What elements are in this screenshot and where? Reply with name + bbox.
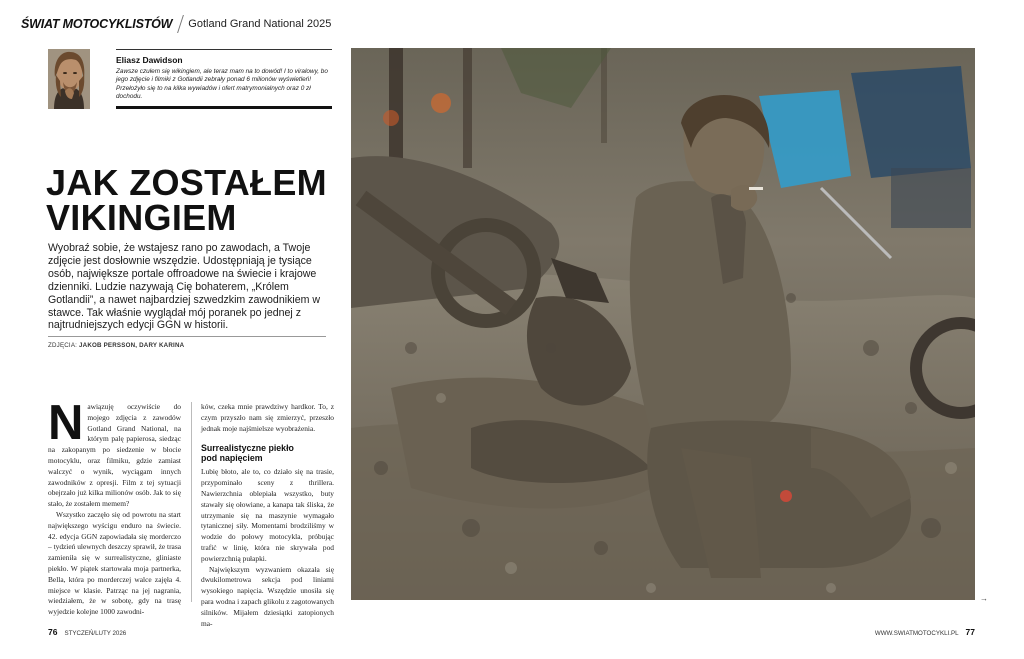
article-subhead: [201, 443, 334, 463]
subhead-line-1: Surrealistyczne piekło: [201, 443, 294, 454]
author-quote: Zawsze czułem się wikingiem, ale teraz mam na to dowód! I to viralowy, bo jego zdjęcie i filmiki z Gotlandii zebrały ponad 6 milionów wyświetleń! Przełożyło się to na kilka wywiadów i ofert matrymonialnych oraz 0 zł dochodu.: [116, 68, 328, 101]
subhead-line-2: pod napięciem: [201, 453, 263, 464]
photo-credit: [48, 342, 184, 349]
author-name: Eliasz Dawidson: [116, 55, 183, 65]
drop-cap: N: [48, 396, 84, 450]
body-column-1: [48, 396, 181, 618]
article-headline: [46, 162, 327, 238]
body-paragraph: Lubię błoto, ale to, co działo się na trasie, przypominało sceny z thrillera. Nawierzchnia oblepiała wszystko, buty stawały się ołowiane, a kanapa tak śliska, że utrzymanie się na maszynie wymagało tytanicznej siły. Momentami brodziliśmy w wodzie do połowy motocykla, próbując trafić w linię, która nie skrywała pod powierzchnią pułapki.: [201, 467, 334, 563]
paragraph-text: awiązuję oczywiście do mojego zdjęcia z zawodów Gotland Grand National, na którym palę papierosa, siedząc na zakopanym po siedzenie w błocie motocyklu, oraz filmiku, gdzie zamiast walczyć o wynik, wyciągam innych zawodników z opresji. Film z tej sytuacji obejrzało już kilka milionów osób. Jak to się stało, że zostałem memem?: [48, 402, 181, 509]
body-paragraph: Największym wyzwaniem okazała się dwukilometrowa sekcja pod liniami wysokiego napięcia. Wszędzie unosiła się para wodna i zapach glikolu z zagotowanych silników. Mijałem dziesiątki zatopionych ma-: [201, 564, 334, 628]
column-divider: [191, 402, 192, 602]
running-header: [21, 15, 331, 33]
section-title: Gotland Grand National 2025: [188, 18, 332, 30]
author-box: [48, 49, 332, 109]
headline-line-2: VIKINGIEM: [46, 197, 237, 238]
footer-right: [875, 627, 975, 637]
body-paragraph: Wszystko zaczęło się od powrotu na start największego wyścigu enduro na świecie. 42. edycja GGN zapowiadała się morderczo – tydzień ulewnych deszczy sprawił, że trasa zamieniła się w surrealistyczne, gliniaste piekło. W piątek startowała moja partnerka, Bella, która po morderczej walce zajęła 4. miejsce w klasie. Patrząc na jej nagrania, wiedziałem, że w sobotę, gdy na trasę wyjedzie kolejne 1000 zawodni-: [48, 509, 181, 617]
body-paragraph: [48, 396, 181, 510]
author-portrait-image: [48, 49, 90, 109]
author-portrait: [48, 49, 90, 109]
credit-divider: [48, 336, 326, 337]
muddy-rider-photo: [351, 48, 975, 600]
author-rule-top: [116, 49, 332, 50]
body-paragraph: ków, czeka mnie prawdziwy hardkor. To, z czym przyszło nam się zmierzyć, przeszło jednak moje najśmielsze wyobrażenia.: [201, 402, 334, 433]
credit-names: JAKOB PERSSON, DARY KARINA: [79, 342, 185, 349]
author-rule-bottom: [116, 106, 332, 109]
issue-date: STYCZEŃ/LUTY 2026: [64, 630, 127, 637]
credit-label: ZDJĘCIA:: [48, 342, 78, 349]
headline-line-1: JAK ZOSTAŁEM: [46, 162, 327, 203]
footer-left: [48, 627, 126, 637]
arrow-right-icon: →: [980, 594, 988, 603]
body-column-2: [201, 402, 334, 629]
website-url: WWW.SWIATMOTOCYKLI.PL: [874, 630, 959, 637]
page-number-right: 77: [965, 627, 975, 637]
article-lead: Wyobraź sobie, że wstajesz rano po zawodach, a Twoje zdjęcie jest dosłownie wszędzie. Udostępniają je tysiące osób, największe portale offroadowe na świecie i krajowe dzienniki. Ludzie nazywają Cię bohaterem, „Królem Gotlandii”, a nawet najbardziej szwedzkim zawodnikiem w stawce. Tak właśnie wyglądał mój poranek po jednej z najtrudniejszych edycji GGN w historii.: [48, 242, 321, 332]
main-photo: [351, 48, 975, 600]
header-divider: [177, 15, 184, 33]
magazine-name: ŚWIAT MOTOCYKLISTÓW: [21, 17, 173, 31]
page-number-left: 76: [48, 627, 58, 637]
